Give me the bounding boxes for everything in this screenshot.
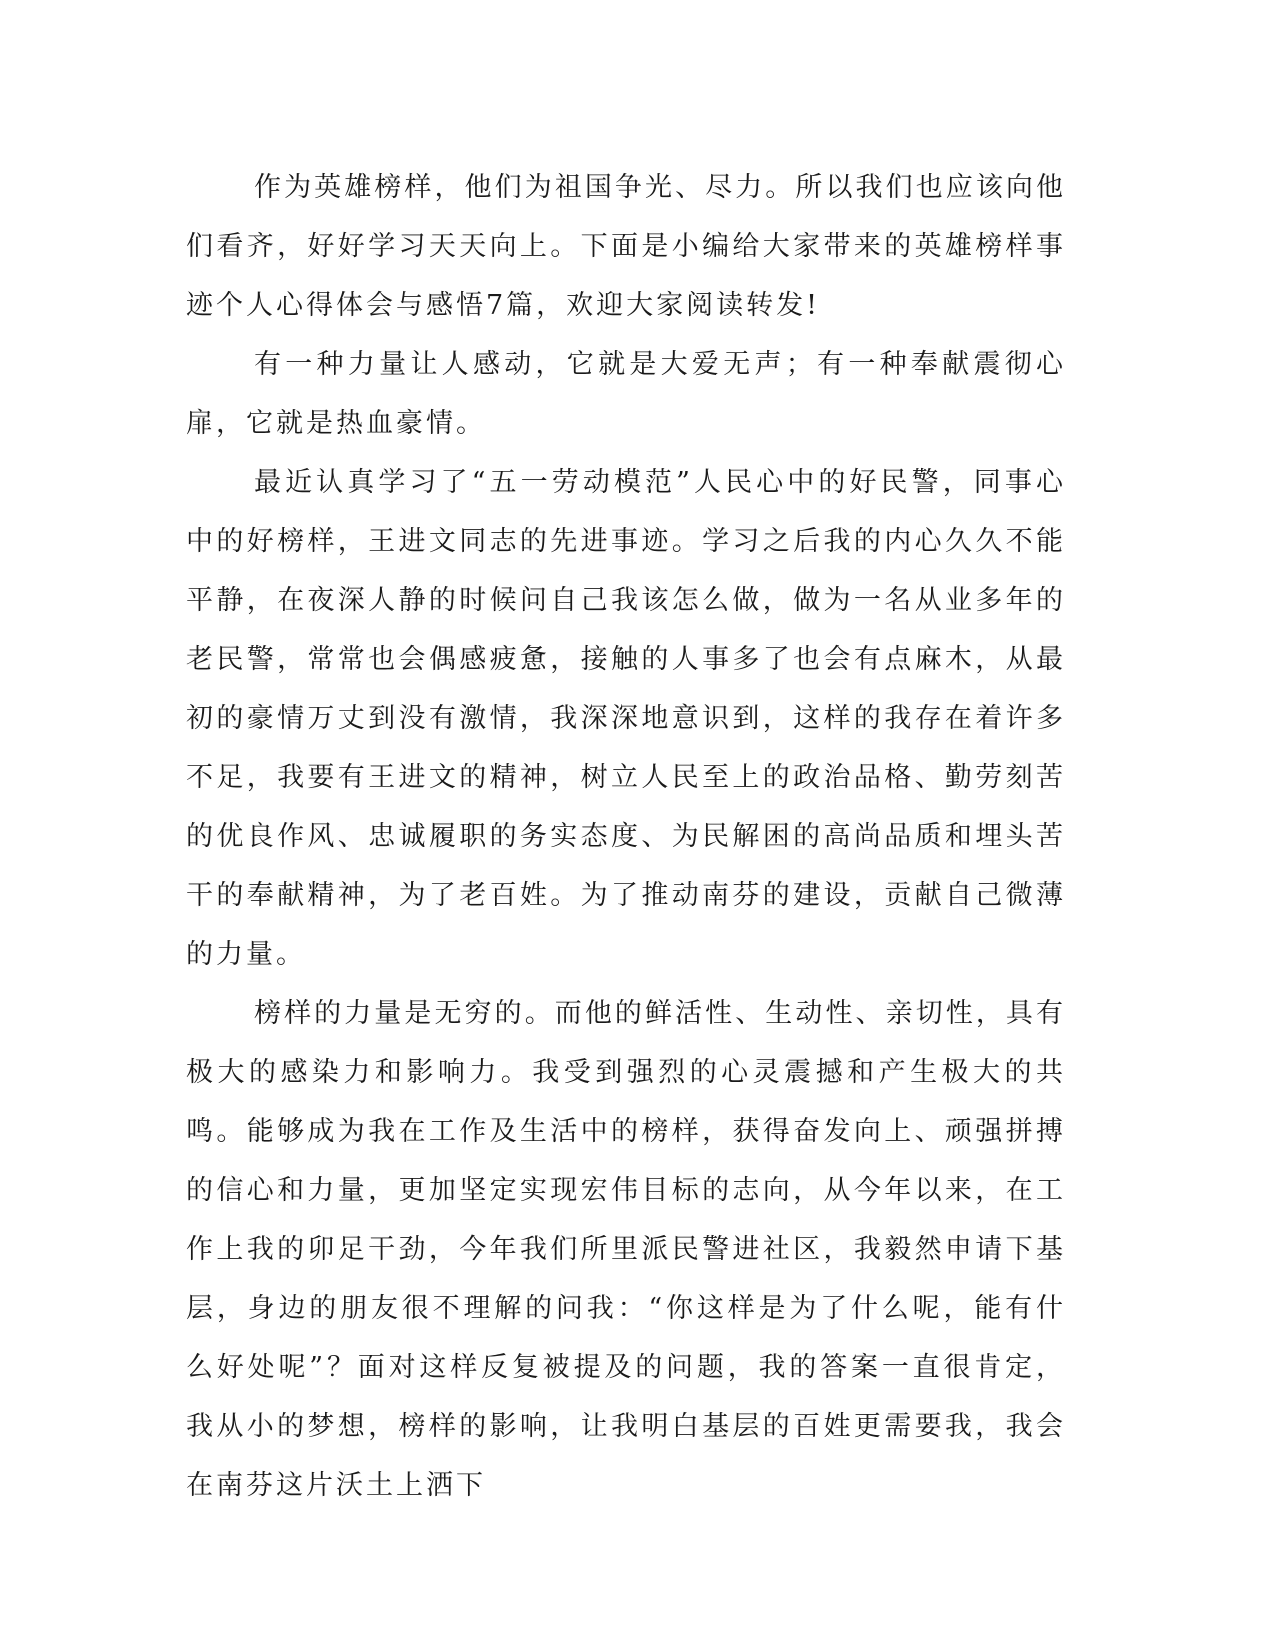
paragraph-intro: 作为英雄榜样，他们为祖国争光、尽力。所以我们也应该向他们看齐，好好学习天天向上。下面是小编给大家带来的英雄榜样事迹个人心得体会与感悟7篇，欢迎大家阅读转发!: [186, 172, 1066, 321]
paragraph-study: 最近认真学习了“五一劳动模范”人民心中的好民警，同事心中的好榜样，王进文同志的先进事迹。学习之后我的内心久久不能平静，在夜深人静的时候问自己我该怎么做，做为一名从业多年的老民警，常常也会偶感疲惫，接触的人事多了也会有点麻木，从最初的豪情万丈到没有激情，我深深地意识到，这样的我存在着许多不足，我要有王进文的精神，树立人民至上的政治品格、勤劳刻苦的优良作风、忠诚履职的务实态度、为民解困的高尚品质和埋头苦干的奉献精神，为了老百姓。为了推动南芬的建设，贡献自己微薄的力量。: [186, 467, 1066, 970]
paragraph-role-model: 榜样的力量是无穷的。而他的鲜活性、生动性、亲切性，具有极大的感染力和影响力。我受到强烈的心灵震撼和产生极大的共鸣。能够成为我在工作及生活中的榜样，获得奋发向上、顽强拼搏的信心和力量，更加坚定实现宏伟目标的志向，从今年以来，在工作上我的卯足干劲，今年我们所里派民警进社区，我毅然申请下基层，身边的朋友很不理解的问我：“你这样是为了什么呢，能有什么好处呢”？面对这样反复被提及的问题，我的答案一直很肯定，我从小的梦想，榜样的影响，让我明白基层的百姓更需要我，我会在南芬这片沃土上洒下: [186, 998, 1066, 1501]
paragraph-power: 有一种力量让人感动，它就是大爱无声；有一种奉献震彻心扉，它就是热血豪情。: [186, 349, 1066, 439]
document-body: [186, 158, 1066, 1515]
